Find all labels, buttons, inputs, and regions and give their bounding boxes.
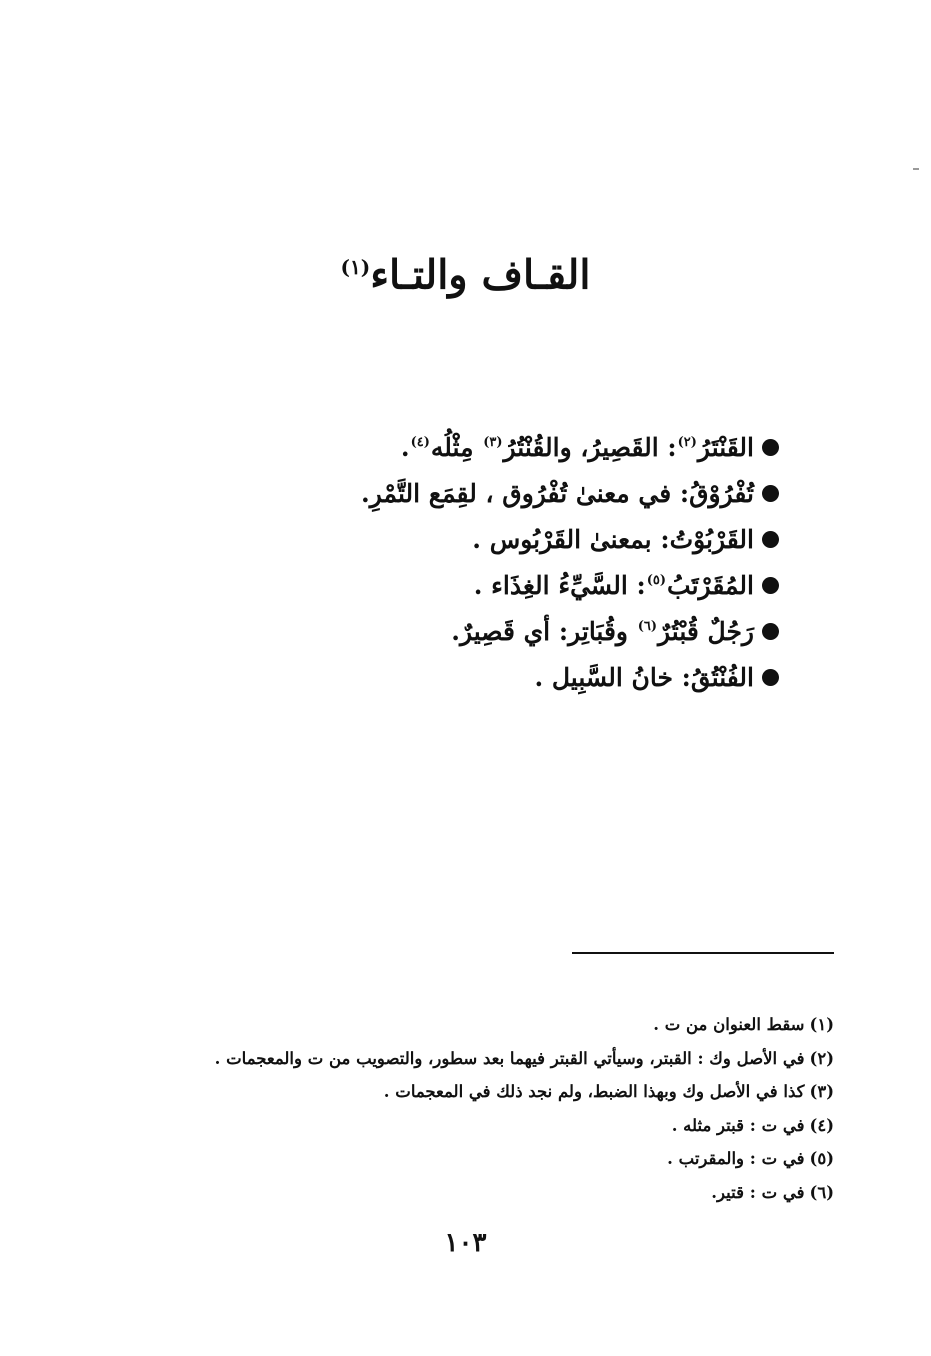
entry — [219, 516, 779, 562]
entry-text — [472, 525, 754, 554]
entry-fragment: القَرْبُوْتُ — [669, 524, 754, 554]
entry-text — [361, 479, 754, 508]
footnote-text: سقط العنوان من ت . — [653, 1015, 805, 1034]
bullet-icon — [762, 485, 779, 502]
footnote-ref: (٢) — [677, 435, 697, 451]
footnote-number: (٣) — [809, 1082, 834, 1102]
footnote-text: في الأصل وك : القبتر، وسيأتي القبتر فيهما بعد سطور، والتصويب من ت والمعجمات . — [214, 1048, 805, 1068]
footnote-ref: (٣) — [483, 435, 503, 451]
entry-text — [401, 433, 754, 462]
footnote — [134, 1075, 834, 1109]
footnote-number: (٦) — [809, 1182, 834, 1202]
entry-fragment: : — [658, 432, 677, 462]
bullet-icon — [762, 531, 779, 548]
entry-fragment: رَجُلٌ قُبْتُرٌ — [658, 616, 754, 646]
entry-text — [474, 571, 754, 600]
entry-fragment: . — [400, 432, 410, 462]
bullet-icon — [762, 623, 779, 640]
entry — [219, 654, 779, 700]
entry-fragment: : — [651, 524, 670, 554]
entry-fragment: : — [671, 478, 690, 508]
page-number: ١٠٣ — [444, 1228, 487, 1258]
footnote-text: في ت : قبتر مثله . — [671, 1115, 805, 1135]
chapter-heading — [0, 232, 931, 310]
entry-list — [219, 424, 779, 700]
footnote — [134, 1142, 834, 1176]
bullet-icon — [762, 577, 779, 594]
footnote — [134, 1109, 834, 1143]
entry-fragment: المُقَرْتَبُ — [667, 570, 754, 600]
bullet-icon — [762, 669, 779, 686]
entry — [219, 470, 779, 516]
entry — [219, 608, 779, 654]
entry-fragment: مِثْلُه — [430, 432, 483, 462]
footnote-separator — [572, 952, 834, 954]
chapter-heading-text: القـاف والتـاء — [370, 251, 591, 299]
footnote — [134, 1008, 834, 1042]
entry-fragment: وقُبَاتِر — [568, 616, 637, 646]
entry-text — [451, 617, 754, 646]
entry-fragment: في معنىٰ تُفْرُوق ، لقِمَع التَّمْرِ. — [361, 478, 672, 508]
footnote-text: كذا في الأصل وك وبهذا الضبط، ولم نجد ذلك في المعجمات . — [383, 1082, 805, 1102]
entry-fragment: القَصِيرُ، والقُنْتُرُ — [503, 432, 659, 462]
entry-fragment: أي قَصِيرٌ. — [451, 616, 551, 646]
entry — [219, 424, 779, 470]
entry-fragment: : — [627, 570, 646, 600]
heading-footnote-ref: (١) — [340, 255, 371, 279]
footnote — [134, 1176, 834, 1210]
entry-fragment: بمعنىٰ القَرْبُوس . — [472, 524, 652, 554]
entry-fragment: : — [550, 616, 569, 646]
footnote-text: في ت : والمقرتب . — [667, 1149, 805, 1169]
entry-fragment: الفُنْتُقُ — [690, 662, 754, 692]
entry-fragment: القَنْتَرُ — [697, 432, 754, 462]
entry-fragment: السَّيِّءُ الغِذَاء . — [473, 570, 628, 600]
footnote-number: (٥) — [809, 1149, 834, 1169]
entry — [219, 562, 779, 608]
bullet-icon — [762, 439, 779, 456]
footnote-list — [134, 1008, 834, 1210]
entry-fragment: تُفْرُوْقُ — [689, 478, 754, 508]
entry-fragment: خانُ السَّبِيل . — [534, 662, 673, 692]
footnote-number: (٤) — [809, 1115, 834, 1135]
footnote-ref: (٥) — [646, 573, 667, 589]
footnote-ref: (٤) — [410, 435, 430, 451]
footnote — [134, 1042, 834, 1076]
scan-speck — [913, 168, 919, 170]
entry-text — [534, 663, 754, 692]
footnote-ref: (٦) — [637, 619, 657, 635]
footnote-number: (٢) — [809, 1048, 834, 1068]
footnote-text: في ت : قتير. — [711, 1182, 805, 1202]
entry-fragment: : — [672, 662, 691, 692]
footnote-number: (١) — [809, 1015, 834, 1034]
